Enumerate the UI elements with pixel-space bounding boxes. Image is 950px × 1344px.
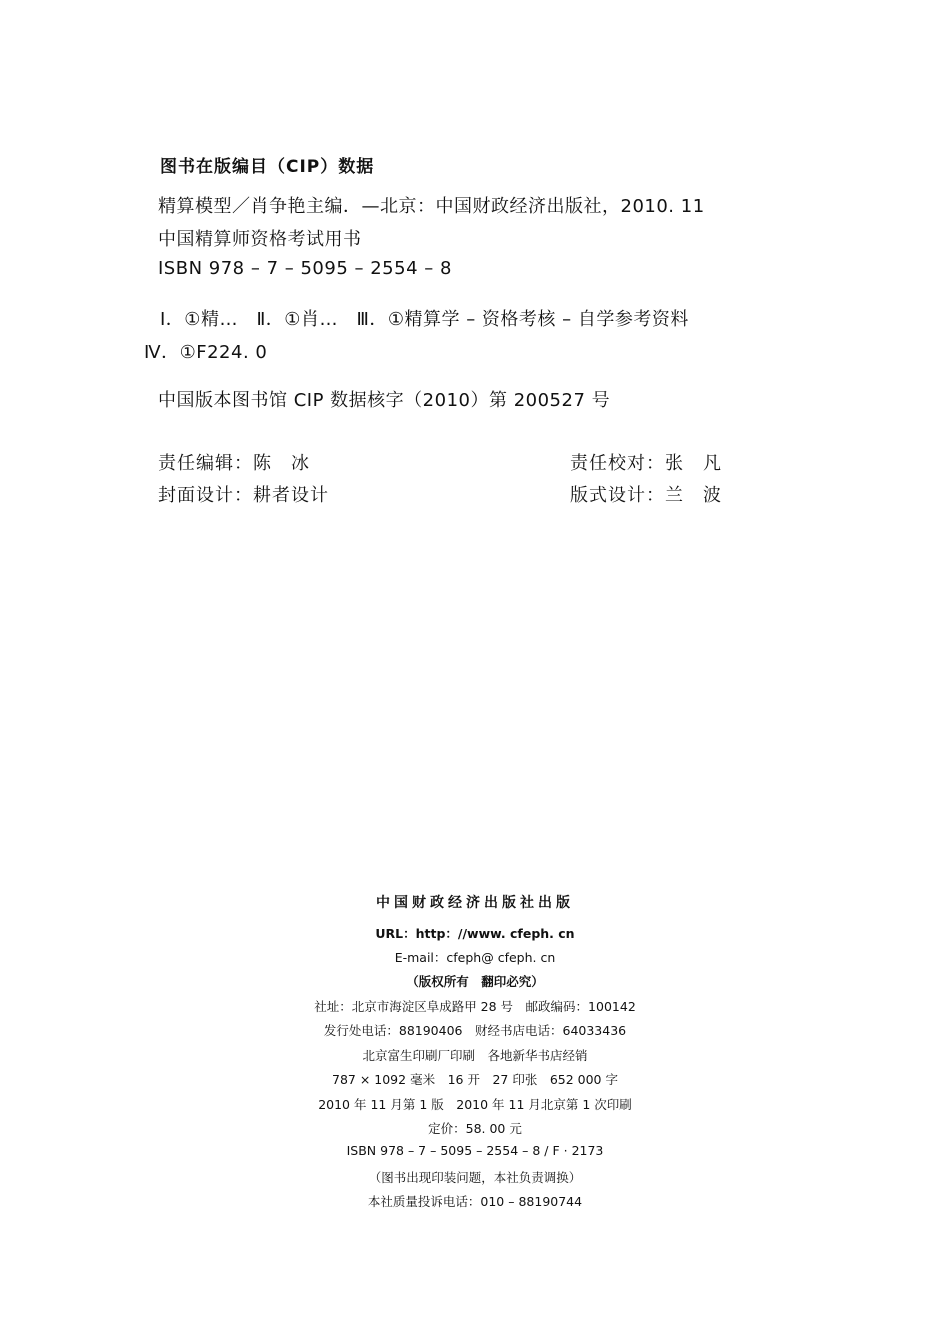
proofreader-credit: 责任校对：张 凡 bbox=[570, 453, 722, 474]
cip-record-number: 中国版本图书馆 CIP 数据核字（2010）第 200527 号 bbox=[158, 390, 611, 411]
cip-series-line: 中国精算师资格考试用书 bbox=[158, 229, 362, 250]
editor-credit: 责任编辑：陈 冰 bbox=[158, 453, 310, 474]
misprint-notice: （图书出现印装问题，本社负责调换） bbox=[368, 1170, 582, 1185]
publisher-url: URL：http：//www. cfeph. cn bbox=[375, 926, 575, 941]
cip-heading: 图书在版编目（CIP）数据 bbox=[160, 157, 375, 177]
cip-classification-2: Ⅳ．①F224. 0 bbox=[144, 342, 268, 363]
publisher-address: 社址：北京市海淀区阜成路甲 28 号 邮政编码：100142 bbox=[314, 999, 636, 1014]
cip-isbn: ISBN 978 – 7 – 5095 – 2554 – 8 bbox=[158, 258, 452, 279]
price: 定价：58. 00 元 bbox=[428, 1121, 522, 1136]
rights-notice: （版权所有 翻印必究） bbox=[406, 974, 544, 989]
isbn-full: ISBN 978 – 7 – 5095 – 2554 – 8 / F · 2173 bbox=[346, 1143, 604, 1158]
cover-design-credit: 封面设计：耕者设计 bbox=[158, 485, 329, 506]
layout-design-credit: 版式设计：兰 波 bbox=[570, 485, 722, 506]
edition-info: 2010 年 11 月第 1 版 2010 年 11 月北京第 1 次印刷 bbox=[318, 1097, 632, 1112]
publisher-email: E-mail：cfeph@ cfeph. cn bbox=[394, 950, 556, 965]
printer-info: 北京富生印刷厂印刷 各地新华书店经销 bbox=[362, 1048, 588, 1063]
cip-title-line: 精算模型／肖争艳主编．—北京：中国财政经济出版社，2010. 11 bbox=[158, 196, 705, 217]
book-specs: 787 × 1092 毫米 16 开 27 印张 652 000 字 bbox=[332, 1072, 618, 1087]
publisher-phones: 发行处电话：88190406 财经书店电话：64033436 bbox=[323, 1023, 627, 1038]
publisher-name: 中国财政经济出版社出版 bbox=[376, 895, 574, 911]
complaint-phone: 本社质量投诉电话：010 – 88190744 bbox=[367, 1194, 583, 1209]
cip-classification-1: Ⅰ．①精… Ⅱ．①肖… Ⅲ．①精算学 – 资格考核 – 自学参考资料 bbox=[160, 309, 689, 330]
